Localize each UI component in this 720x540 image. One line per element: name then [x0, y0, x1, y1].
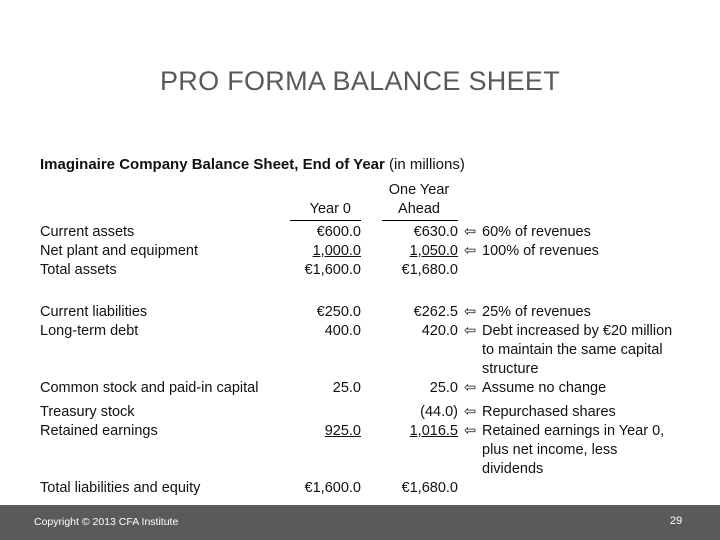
value-long-term-debt-y1: 420.0	[421, 323, 458, 339]
table-heading	[40, 156, 465, 173]
label-current-liabilities: Current liabilities	[40, 304, 148, 320]
label-net-plant: Net plant and equipment	[40, 243, 198, 259]
note-common-stock	[464, 379, 606, 398]
note-retained-earnings-line3: dividends	[482, 461, 544, 477]
value-total-assets-y1: €1,680.0	[401, 262, 458, 278]
value-net-plant-y1: 1,050.0	[409, 243, 458, 259]
value-current-assets-y1: €630.0	[413, 224, 458, 240]
left-arrow-icon: ⇦	[464, 423, 477, 439]
value-total-assets-y0: €1,600.0	[304, 262, 361, 278]
value-current-liabilities-y1: €262.5	[413, 304, 458, 320]
left-arrow-icon: ⇦	[464, 224, 477, 240]
label-total-assets: Total assets	[40, 262, 117, 278]
note-long-term-debt	[464, 322, 672, 341]
col-header-year0: Year 0	[309, 201, 351, 217]
note-text: Debt increased by €20 million	[482, 323, 673, 339]
left-arrow-icon: ⇦	[464, 380, 477, 396]
label-total-liabilities-equity: Total liabilities and equity	[40, 480, 201, 496]
left-arrow-icon: ⇦	[464, 404, 477, 420]
note-retained-earnings	[464, 422, 664, 441]
value-retained-earnings-y0: 925.0	[324, 423, 361, 439]
label-treasury-stock: Treasury stock	[40, 404, 135, 420]
note-current-liabilities	[464, 303, 591, 322]
note-text: Repurchased shares	[482, 404, 616, 420]
note-long-term-debt-line3: structure	[482, 361, 539, 377]
col-header-ahead: Ahead	[398, 201, 440, 217]
header-rule-one-year	[382, 220, 458, 221]
value-current-liabilities-y0: €250.0	[316, 304, 361, 320]
header-rule-year0	[290, 220, 361, 221]
value-current-assets-y0: €600.0	[316, 224, 361, 240]
value-total-liabilities-equity-y1: €1,680.0	[401, 480, 458, 496]
note-text: 60% of revenues	[482, 224, 591, 240]
note-current-assets	[464, 223, 591, 242]
label-current-assets: Current assets	[40, 224, 135, 240]
note-text: 25% of revenues	[482, 304, 591, 320]
left-arrow-icon: ⇦	[464, 304, 477, 320]
value-common-stock-y1: 25.0	[429, 380, 458, 396]
note-long-term-debt-line2: to maintain the same capital	[482, 342, 663, 358]
value-treasury-stock-y1: (44.0)	[420, 404, 458, 420]
page-number: 29	[670, 515, 683, 527]
label-long-term-debt: Long-term debt	[40, 323, 139, 339]
value-long-term-debt-y0: 400.0	[324, 323, 361, 339]
copyright-text: Copyright © 2013 CFA Institute	[34, 516, 179, 528]
value-retained-earnings-y1: 1,016.5	[409, 423, 458, 439]
note-text: Assume no change	[482, 380, 607, 396]
left-arrow-icon: ⇦	[464, 323, 477, 339]
note-net-plant	[464, 242, 599, 261]
label-retained-earnings: Retained earnings	[40, 423, 158, 439]
left-arrow-icon: ⇦	[464, 243, 477, 259]
value-total-liabilities-equity-y0: €1,600.0	[304, 480, 361, 496]
note-text: Retained earnings in Year 0,	[482, 423, 665, 439]
table-heading-bold: Imaginaire Company Balance Sheet, End of Year	[40, 156, 385, 173]
label-common-stock: Common stock and paid-in capital	[40, 380, 259, 396]
value-common-stock-y0: 25.0	[332, 380, 361, 396]
note-text: 100% of revenues	[482, 243, 599, 259]
col-header-one-year: One Year	[388, 182, 450, 198]
table-heading-units: (in millions)	[384, 156, 465, 173]
value-net-plant-y0: 1,000.0	[312, 243, 361, 259]
note-treasury-stock	[464, 403, 616, 422]
note-retained-earnings-line2: plus net income, less	[482, 442, 618, 458]
slide-title: PRO FORMA BALANCE SHEET	[160, 66, 560, 96]
